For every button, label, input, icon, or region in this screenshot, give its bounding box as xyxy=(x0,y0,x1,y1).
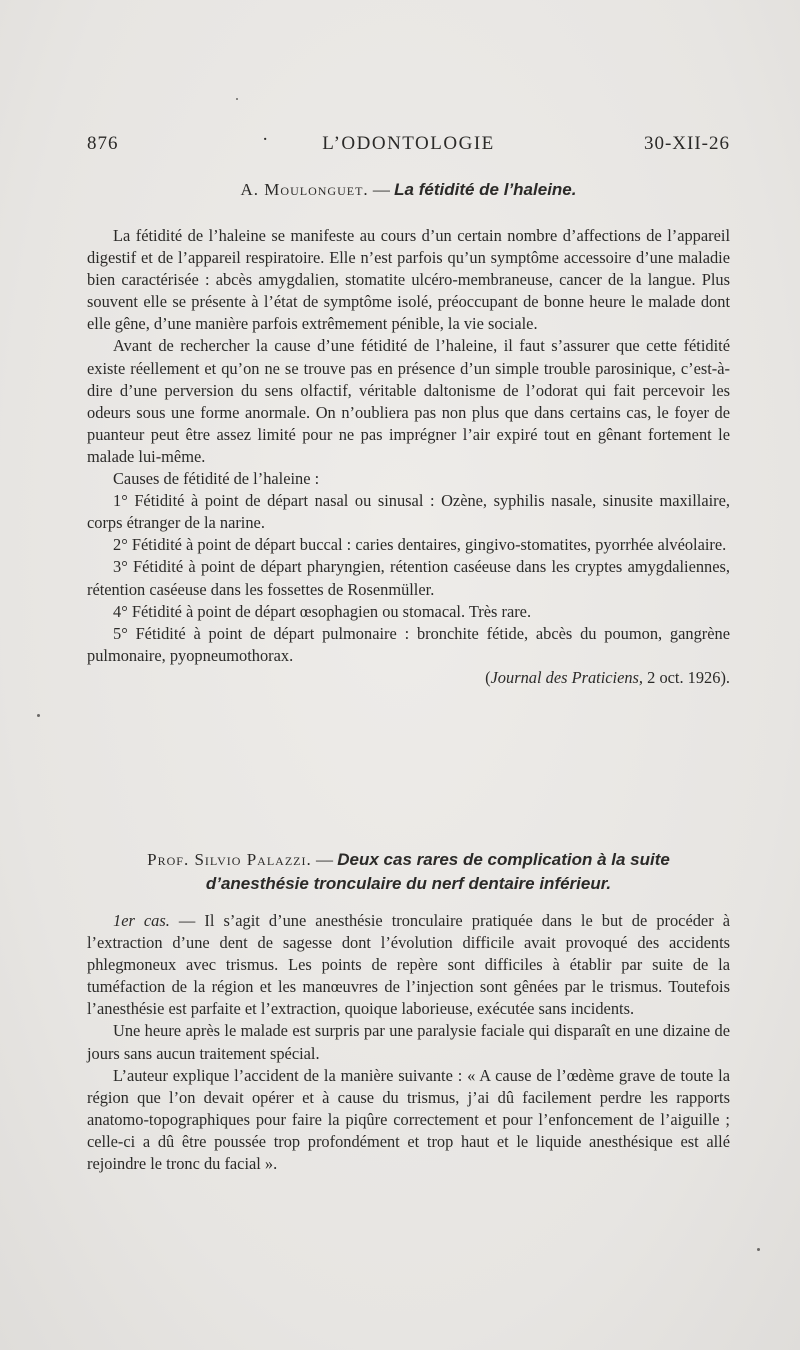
paragraph: Avant de rechercher la cause d’une fétidité de l’haleine, il faut s’assurer que cette fétidité existe réellement et qu’on ne se trouve pas en présence d’un simple trouble parosinique, c’est-à-dire d’une perversion du sens olfactif, véritable daltonisme de l’odorat qui fait percevoir les odeurs sous une forme anormale. On n’oubliera pas non plus que dans certains cas, le foyer de puanteur peut être assez limité pour ne pas imprégner l’air expiré tout en gênant fortement le malade lui-même. xyxy=(87,336,730,466)
article2-title-line1: Deux cas rares de complication à la suite xyxy=(337,850,670,869)
paragraph: Une heure après le malade est surpris par une paralysie faciale qui disparaît en une dizaine de jours sans aucun traitement spécial. xyxy=(87,1021,730,1063)
cause-item: 4° Fétidité à point de départ œsophagien ou stomacal. Très rare. xyxy=(113,601,532,621)
article2-title-line2: d’anesthésie tronculaire du nerf dentaire inférieur. xyxy=(205,874,612,893)
case-text: — Il s’agit d’une anesthésie tronculaire pratiquée dans le but de procéder à l’extraction d’une dent de sagesse dont l’évolution difficile avait provoqué des accidents phlegmoneux avec trismus. Les points de repère sont difficiles à établir par suite de la tuméfaction de la région et les manœuvres de l’injection sont gênées par le trismus. Toutefois l’anesthésie est parfaite et l’extraction, quoique laborieuse, exécutée sans incidents. xyxy=(87,911,730,1019)
article2-heading xyxy=(87,848,730,896)
scan-speck xyxy=(236,98,238,100)
source-citation: (Journal des Praticiens, 2 oct. 1926). xyxy=(485,667,730,687)
heading-dash: — xyxy=(368,180,395,199)
article2-author: Prof. Silvio Palazzi. xyxy=(147,850,312,869)
scan-speck xyxy=(757,1248,760,1251)
cause-item: 3° Fétidité à point de départ pharyngien, rétention caséeuse dans les cryptes amygdaliennes, rétention caséeuse dans les fossettes de Rosenmüller. xyxy=(87,557,730,599)
article1-body xyxy=(87,225,730,689)
article2-body xyxy=(87,910,730,1175)
issue-date: 30-XII-26 xyxy=(643,133,730,154)
article1-heading xyxy=(87,180,730,200)
paragraph xyxy=(87,910,730,1020)
cause-item: 5° Fétidité à point de départ pulmonaire : bronchite fétide, abcès du poumon, gangrène pulmonaire, pyopneumothorax. xyxy=(87,623,730,665)
source-date: 2 oct. 1926). xyxy=(643,667,730,687)
cause-item: 2° Fétidité à point de départ buccal : caries dentaires, gingivo-stomatites, pyorrhée alvéolaire. xyxy=(113,535,727,555)
paragraph: La fétidité de l’haleine se manifeste au cours d’un certain nombre d’affections de l’appareil digestif et de l’appareil respiratoire. Elle n’est parfois qu’un symptôme accessoire d’une maladie bien caractérisée : abcès amygdalien, stomatite ulcéro-membraneuse, cancer de la langue. Plus souvent elle se présente à l’état de symptôme isolé, préoccupant de bonne heure le malade dont elle gêne, d’une manière parfois extrêmement pénible, la vie sociale. xyxy=(87,226,730,334)
cause-item: 1° Fétidité à point de départ nasal ou sinusal : Ozène, syphilis nasale, sinusite maxillaire, corps étranger de la narine. xyxy=(87,491,730,533)
journal-title: L’ODONTOLOGIE xyxy=(322,133,495,154)
heading-dash: — xyxy=(311,850,338,869)
source-journal: Journal des Praticiens, xyxy=(490,667,644,687)
article1-author: A. Moulonguet. xyxy=(240,180,369,199)
scan-speck xyxy=(37,714,40,717)
header-dot: · xyxy=(262,129,270,150)
paragraph: Causes de fétidité de l’haleine : xyxy=(113,469,320,489)
case-label: 1er cas. xyxy=(113,911,170,930)
page-number: 876 xyxy=(87,133,119,154)
article1-title: La fétidité de l’haleine. xyxy=(394,180,577,199)
running-header xyxy=(87,129,730,161)
paragraph: L’auteur explique l’accident de la manière suivante : « A cause de l’œdème grave de toute la région que l’on devait opérer et à cause du trismus, j’ai dû facilement perdre les rapports anatomo-topographiques pour faire la piqûre correctement et pour l’enfoncement de l’aiguille ; celle-ci a dû être poussée trop profondément et trop haut et le liquide anesthésique est allé rejoindre le tronc du facial ». xyxy=(87,1065,730,1174)
